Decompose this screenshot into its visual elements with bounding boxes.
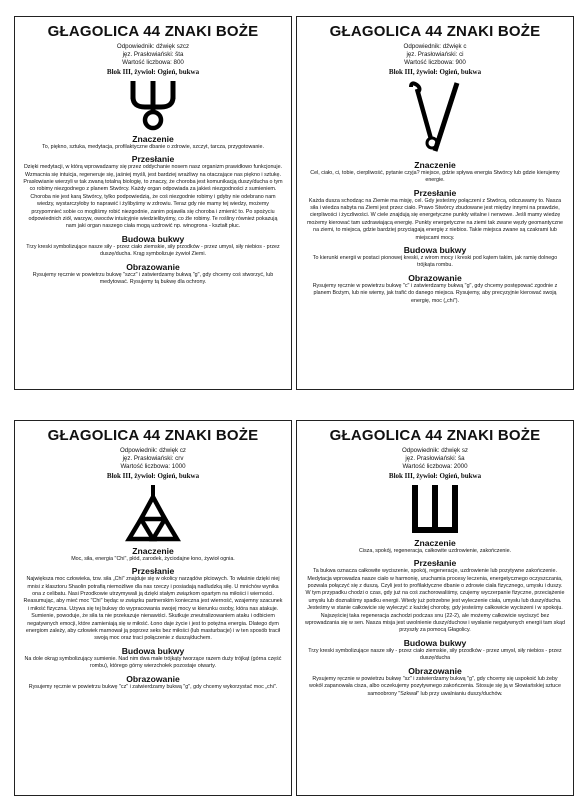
meaning-text: Moc, siła, energia "Chi", płód, zarodek, życiodajne łono, żywioł ognia. [71,555,235,562]
visualization-text: Rysujemy ręcznie w powietrzu bukwę "szcz" i zatwierdzamy bukwą "g", gdy chcemy coś stworzyć, lub medytować. Rysujemy tą bukwę dla ochrony. [32,271,274,286]
construction-text: Trzy kreski symbolizujące nasze siły - przez ciało ziemskie, siły przodków - przez umysł, siły niebios - przez duszę/ducha. Krąg symbolizuje żywioł Ziemi. [26,243,280,258]
visualization-text: Rysujemy ręcznie w powietrzu bukwę "cz" i zatwierdzamy bukwą "g", gdy chcemy wykorzystać moc „chi". [28,683,278,690]
section-heading-visualization: Obrazowanie [126,673,180,684]
shta-glyph-icon [123,79,183,131]
meaning-text: Cel, ciało, ci, tobie, cierpliwość, pytanie czyja? miejsce, gdzie spływa energia Stwórcy lub gdzie kierujemy energie. [310,169,560,184]
card-meta [297,43,573,76]
section-heading-message: Przesłanie [131,566,175,577]
section-heading-visualization: Obrazowanie [408,665,462,676]
glagolica-card-ci [296,16,574,390]
card-title: GŁAGOLICA 44 ZNAKI BOŻE [329,23,541,40]
ci-glyph-icon [405,79,465,157]
section-heading-visualization: Obrazowanie [408,272,462,283]
numeric-value: Wartość liczbowa: 900 [404,59,466,67]
block-element: Blok III, żywioł: Ogień, bukwa [106,67,200,76]
message-text: Każda dusza schodząc na Ziemie ma misję, cel. Gdy jesteśmy połączeni z Stwórcą, odczuwamy to. Nasza siła i wiedza nabyta na Ziemi jest przez ciało. Prawo Stwórcy zbudowane jest między innymi na prawdzie, cierpliwości i życzliwości. W ciele znajdują się energetyczne punkty witalne i nerwowe. Jeśli mamy wiedzę możemy kierować tam uzdrawiającą energię. Punkty energetyczne na ziemi tak zwane węzły geomantyczne na ziemi, to miejsca, gdzie bardziej przyciągają energię z niebios. Takie miejsca zwane są czakrami lub miejscami mocy. [306,197,564,241]
section-heading-meaning: Znaczenie [414,159,456,170]
section-heading-construction: Budowa bukwy [121,233,185,244]
section-heading-construction: Budowa bukwy [121,645,185,656]
equivalent-sound: Odpowiednik: dźwięk szcz [116,43,190,50]
proto-slavic-name: jęz. Prasłowiański: ci [406,51,464,59]
equivalent-sound: Odpowiednik: dźwięk sz [401,447,469,454]
numeric-value: Wartość liczbowa: 800 [122,59,184,67]
card-meta [297,447,573,480]
sha-glyph-icon [407,483,463,535]
meaning-text: To, piękno, sztuka, medytacja, profilaktyczne dbanie o zdrowie, szczyt, tarcza, przygotowanie. [42,143,264,150]
section-heading-message: Przesłanie [413,558,457,569]
visualization-text: Rysujemy ręcznie w powietrzu bukwę "c" i zatwierdzamy bukwą "g", gdy chcemy postępować zgodnie z planem Bożym, lub nie wiemy, jak trafić do danego miejsca. Rysujemy, aby precyzyjnie kierować swoją energię, moc („chi"). [312,282,558,304]
meaning-text: Cisza, spokój, regeneracja, całkowite uzdrowienie, zakończenie. [358,547,512,554]
section-heading-visualization: Obrazowanie [126,261,180,272]
section-heading-message: Przesłanie [413,187,457,198]
construction-text: To kierunki energii w postaci pionowej kreski, z wirom mocy i kreski pod kątem takim, jak ramię dolnego trójkąta rombu. [312,255,558,269]
card-title: GŁAGOLICA 44 ZNAKI BOŻE [329,427,541,444]
section-heading-meaning: Znaczenie [132,133,174,144]
equivalent-sound: Odpowiednik: dźwięk cz [119,447,187,454]
section-heading-construction: Budowa bukwy [403,637,467,648]
glagolica-card-crv [14,420,292,796]
numeric-value: Wartość liczbowa: 1000 [120,463,186,471]
numeric-value: Wartość liczbowa: 2000 [402,463,468,471]
section-heading-message: Przesłanie [131,154,175,165]
glagolica-card-shta [14,16,292,390]
message-text: Dzięki medytacji, w którą wprowadzamy się przez oddychanie nosem nasz organizm prawidłowo funkcjonuje. Wzmacnia się intuicja, regeneruje się, jaśniej myśli, jest bardziej wrażliwy na otaczające nas piękno i sztukę. Prasłowianie wierzyli w tak zwaną totalną biologię, to znaczy, że choroba jest komunikacją duszy/ducha o tym co robimy niezgodnego z planem Stwórcy. Każdy organ odpowiada za jakieś niezgodności z sumieniem. Choroba nie jest karą Stwórcy, tylko podpowiedzią, że coś niezgodnie robimy i gdyby nie odebrano nam wiedzy, wystarczyłoby to naprawić i żylibyśmy w zdrowiu. Teraz gdy nie mamy tej wiedzy, możemy przypomnieć sobie co mogliśmy robić niezgodnie, zanim pojawiła się choroba i zmienić to. Po spożyciu odpowiednich ziół, warzyw, owoców intuicyjnie wiedzielibyśmy, co źle robimy. Te rośliny również pokazują nam jaki organ naszego ciała mogą uzdrowić np. winogrona - kształt płuc. [23,164,283,230]
card-meta [15,43,291,76]
card-title: GŁAGOLICA 44 ZNAKI BOŻE [47,23,259,40]
message-text: Ta bukwa oznacza całkowite wyciszenie, spokój, regeneracje, uzdrowienie lub pozytywne zakończenie. Medytacja wprowadza nasze ciało w harmonię, uruchamia procesy leczenia, energetycznego oczyszczania, pozwala połączyć się z duszą. Czyli jest to profilaktyczne dbanie o zdrowie ciała fizycznego, umysłu i duszy. W tym przypadku chodzi o czas, gdy już na coś zachorowaliśmy, czujemy wyczerpanie fizyczne, przeciążenie umysłu lub doznaliśmy spadku energii. Wtedy już potrzebne jest wyleczenie ciała, umysłu lub duszy/ducha. Jesteśmy w stanie całkowicie się wyleczyć z każdej choroby, gdy jesteśmy całkowicie wyciszeni i w spokoju. Najszęściej taka regeneracja zachodzi podczas snu (22-2), ale możemy całkowicie wyciszyć bez wprowadzania się w sen. Nasza misja jest uwolnienie duszy/duchow i wysłanie negatywnych energii tam skąd przyszły za pomocą Głagolicy. [305,568,565,634]
section-heading-meaning: Znaczenie [132,545,174,556]
card-meta [15,447,291,480]
crv-glyph-icon [121,483,185,543]
block-element: Blok III, żywioł: Ogień, bukwa [388,471,482,480]
proto-slavic-name: jęz. Prasłowiański: šta [122,51,184,59]
construction-text: Trzy kreski symbolizujące nasze siły - przez ciało ziemskie, siły przodków - przez umysł, siły niebios - przez duszę/ducha [308,647,562,662]
proto-slavic-name: jęz. Prasłowiański: ša [405,455,465,463]
card-title: GŁAGOLICA 44 ZNAKI BOŻE [47,427,259,444]
proto-slavic-name: jęz. Prasłowiański: crv [122,455,184,463]
block-element: Blok III, żywioł: Ogień, bukwa [388,67,482,76]
section-heading-construction: Budowa bukwy [403,245,467,256]
glagolica-card-sha [296,420,574,796]
visualization-text: Rysujemy ręcznie w powietrzu bukwę "sz" i zatwierdzamy bukwą "g", gdy chcemy się uspokoić lub żeby wokół zapanowała cisza, albo oczekujemy pozytywnego zakończenia. Stosuje się ją w Słowiańskiej sztuce samoobrony "Szkwał" lub przy uwalnianiu duszy/duchów. [309,675,561,697]
section-heading-meaning: Znaczenie [414,537,456,548]
construction-text: Na dole okrąg symbolizujący sumienie. Nad nim dwa małe trójkąty tworzące razem duży trójkąt (górna część rombu), którego górny wierzchołek pozostaje otwarty. [24,655,282,670]
block-element: Blok III, żywioł: Ogień, bukwa [106,471,200,480]
message-text: Największa moc człowieka, tzw. siła „Chi" znajduje się w okolicy narządów płciowych. To właśnie dzięki niej mnisi z klasztoru Shaolin potrafią niemożliwe dla nas rzeczy i posiadają nadludzką siłę. U mnichów wynika ona z celibatu. Nasi Przodkowie utrzymywali ją dzięki stałym związkom opartym na miłości i wierności. Reasumując, aby mieć moc "Chi" będąc w związku partnerskim konieczna jest wierność, wzajemny szacunek i miłość fizyczna. Używa się tej bukwy do wypracowania swojej mocy w kierunku osoby, która nas atakuje. Sumienie, powoduje, że siła ta nie przekazuje nienawiści. Skutkuje zneutralizowaniem ataku i odbiciem negatywnych emocji, które zamieniają się w miłość. Łono daje życie i jest to potężna energia. Dlatego dym energiom zależy, aby człowiek marnował ją poprzez seks bez miłości (lub masturbacje) i w ten sposób tracił swoją moc oraz traci połączenie z duszą/duchem. [23,576,283,642]
equivalent-sound: Odpowiednik: dźwięk c [403,43,467,50]
